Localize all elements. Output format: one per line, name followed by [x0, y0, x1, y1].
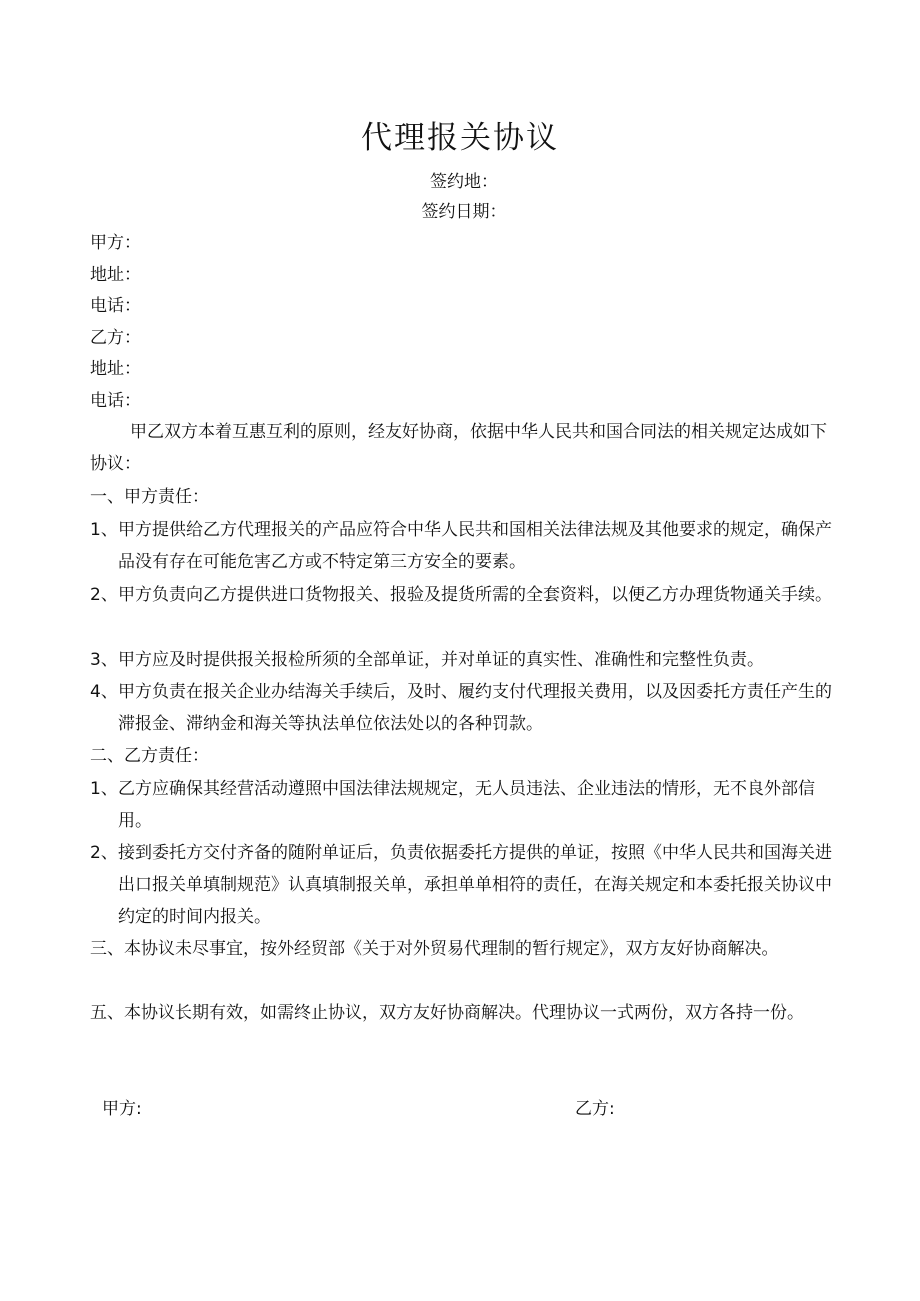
section-5-paragraph: 五、本协议长期有效，如需终止协议，双方友好协商解决。代理协议一式两份，双方各持一份。 [90, 1003, 804, 1023]
party-b-phone-label: 电话： [90, 391, 141, 411]
party-b-label: 乙方： [90, 328, 141, 348]
section-1-heading: 一、甲方责任： [90, 487, 209, 507]
section-2-heading: 二、乙方责任： [90, 746, 209, 766]
section-2-clause-2: 接到委托方交付齐备的随附单证后，负责依据委托方提供的单证，按照《中华人民共和国海关进出口报关单填制规范》认真填制报关单，承担单单相符的责任，在海关规定和本委托报关协议中约定的时间内报关。 [118, 843, 832, 927]
sign-place-label: 签约地： [430, 172, 498, 192]
section-1-clause-4: 甲方负责在报关企业办结海关手续后，及时、履约支付代理报关费用，以及因委托方责任产生的滞报金、滞纳金和海关等执法单位依法处以的各种罚款。 [118, 682, 832, 734]
intro-paragraph: 甲乙双方本着互惠互利的原则，经友好协商，依据中华人民共和国合同法的相关规定达成如下协议： [90, 422, 827, 474]
section-1-clause-1: 甲方提供给乙方代理报关的产品应符合中华人民共和国相关法律法规及其他要求的规定，确保产品没有存在可能危害乙方或不特定第三方安全的要素。 [118, 520, 832, 572]
document-title: 代理报关协议 [361, 120, 559, 156]
clause-number: 4、 [90, 682, 118, 702]
clause-number: 2、 [90, 585, 118, 605]
section-1-clause-3: 甲方应及时提供报关报检所须的全部单证，并对单证的真实性、准确性和完整性负责。 [118, 650, 764, 670]
section-2-clause-1: 乙方应确保其经营活动遵照中国法律法规规定，无人员违法、企业违法的情形，无不良外部信用。 [118, 779, 815, 831]
signature-party-a: 甲方: [102, 1099, 142, 1119]
section-3-paragraph: 三、本协议未尽事宜，按外经贸部《关于对外贸易代理制的暂行规定》，双方友好协商解决。 [90, 939, 779, 959]
clause-number: 1、 [90, 520, 118, 540]
party-a-phone-label: 电话： [90, 296, 141, 316]
clause-number: 3、 [90, 650, 118, 670]
clause-number: 1、 [90, 779, 118, 799]
party-a-label: 甲方： [90, 233, 141, 253]
clause-number: 2、 [90, 843, 118, 863]
party-b-address-label: 地址： [90, 359, 141, 379]
sign-date-label: 签约日期： [421, 202, 507, 222]
party-a-address-label: 地址： [90, 265, 141, 285]
section-1-clause-2: 甲方负责向乙方提供进口货物报关、报验及提货所需的全套资料，以便乙方办理货物通关手续。 [118, 585, 832, 605]
signature-party-b: 乙方: [575, 1099, 615, 1119]
